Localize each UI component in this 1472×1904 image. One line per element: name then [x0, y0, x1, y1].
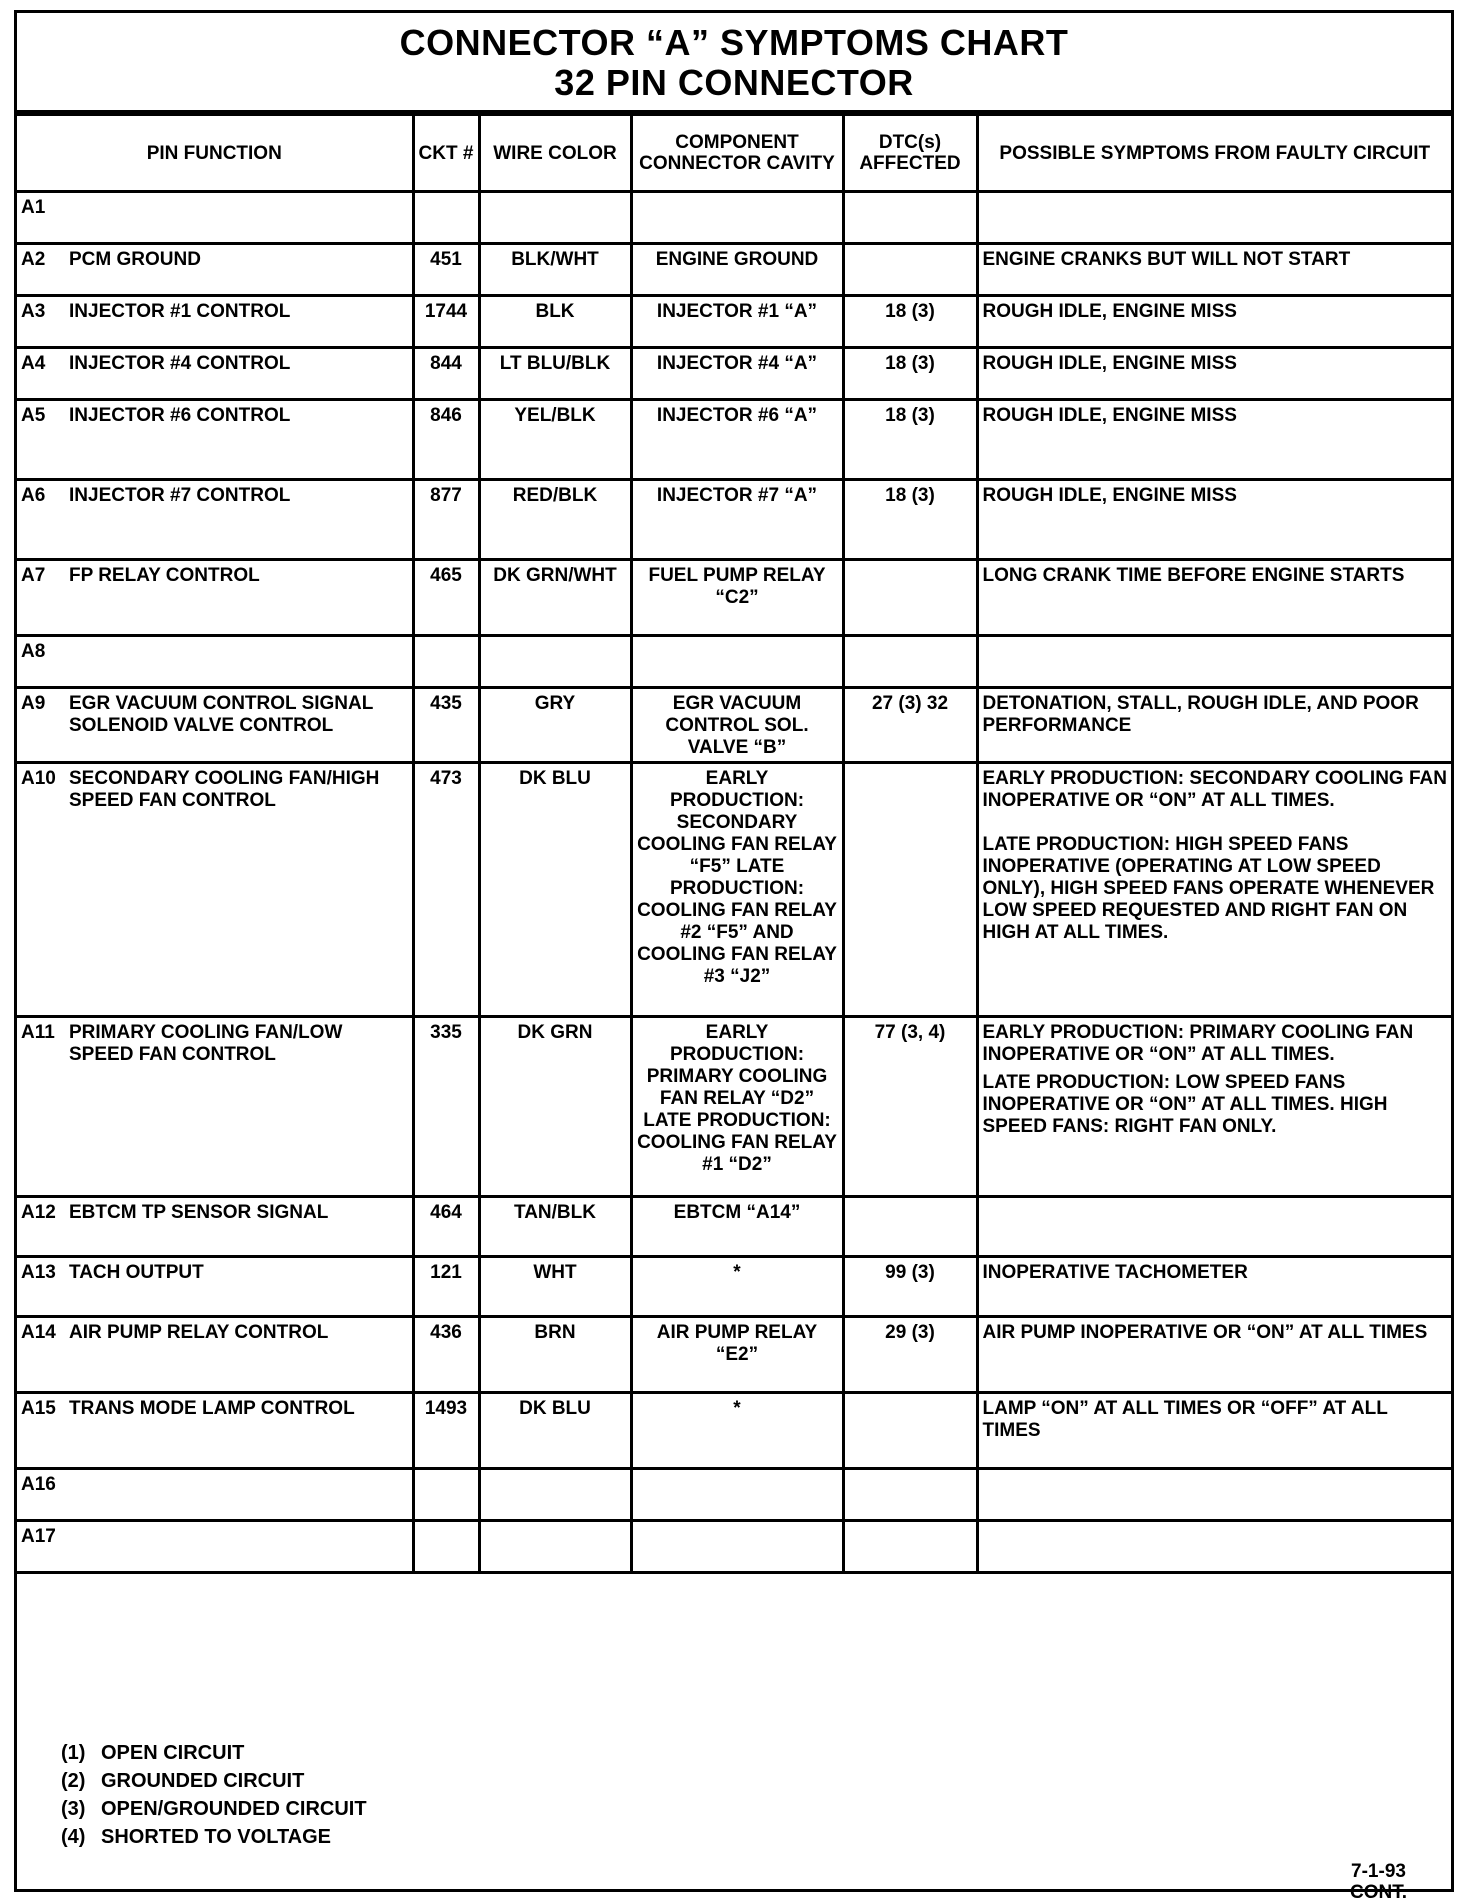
ckt-cell: 436	[413, 1317, 479, 1393]
dtc-cell	[843, 636, 977, 688]
stamp-date: 7-1-93	[1351, 1861, 1406, 1882]
header-ckt: CKT #	[413, 115, 479, 192]
pin-function: INJECTOR #6 CONTROL	[69, 405, 291, 426]
dtc-cell: 29 (3)	[843, 1317, 977, 1393]
dtc-cell: 18 (3)	[843, 348, 977, 400]
header-dtc: DTC(s) AFFECTED	[843, 115, 977, 192]
wire-color-cell: BLK/WHT	[479, 244, 631, 296]
wire-color-cell: GRY	[479, 688, 631, 763]
pin-id: A2	[21, 249, 46, 270]
dtc-cell: 18 (3)	[843, 400, 977, 480]
pin-id: A16	[21, 1474, 56, 1495]
wire-color-cell: DK GRN	[479, 1017, 631, 1197]
legend-item: (4) SHORTED TO VOLTAGE	[61, 1826, 332, 1848]
component-cell: INJECTOR #4 “A”	[631, 348, 843, 400]
component-cell: INJECTOR #7 “A”	[631, 480, 843, 560]
symptoms-cell: LONG CRANK TIME BEFORE ENGINE STARTS	[977, 560, 1451, 636]
ckt-cell: 473	[413, 763, 479, 1017]
wire-color-cell: LT BLU/BLK	[479, 348, 631, 400]
ckt-cell: 335	[413, 1017, 479, 1197]
ckt-cell	[413, 636, 479, 688]
component-cell: EARLY PRODUCTION: SECONDARY COOLING FAN RELAY “F5” LATE PRODUCTION: COOLING FAN RELAY #2 “F5” AND COOLING FAN RELAY #3 “J2”	[631, 763, 843, 1017]
component-cell: EBTCM “A14”	[631, 1197, 843, 1257]
pin-id: A14	[21, 1322, 56, 1343]
header-row	[17, 115, 1451, 192]
pin-function: INJECTOR #1 CONTROL	[69, 301, 291, 322]
symptoms-cell: ROUGH IDLE, ENGINE MISS	[977, 480, 1451, 560]
wire-color-cell	[479, 192, 631, 244]
wire-color-cell: DK BLU	[479, 1393, 631, 1469]
header-pin-function: PIN FUNCTION	[17, 115, 413, 192]
stamp-cont: CONT.	[1350, 1882, 1407, 1903]
component-cell: *	[631, 1257, 843, 1317]
table-row	[17, 348, 1451, 400]
pin-function-cell	[17, 244, 413, 296]
symptoms-cell	[977, 763, 1451, 1017]
pin-function: AIR PUMP RELAY CONTROL	[69, 1322, 329, 1343]
ckt-cell: 435	[413, 688, 479, 763]
legend-item: (3) OPEN/GROUNDED CIRCUIT	[61, 1798, 367, 1820]
date-stamp	[1350, 1861, 1407, 1903]
symptoms-cell: ROUGH IDLE, ENGINE MISS	[977, 400, 1451, 480]
title-line-2: 32 PIN CONNECTOR	[554, 62, 914, 103]
table-row	[17, 400, 1451, 480]
pin-function: FP RELAY CONTROL	[69, 565, 260, 586]
header-wire-color: WIRE COLOR	[479, 115, 631, 192]
component-cell: AIR PUMP RELAY “E2”	[631, 1317, 843, 1393]
pin-function: TACH OUTPUT	[69, 1262, 204, 1283]
dtc-cell: 18 (3)	[843, 480, 977, 560]
pin-id: A9	[21, 693, 46, 714]
symptoms-cell: ROUGH IDLE, ENGINE MISS	[977, 348, 1451, 400]
pin-function-cell	[17, 1017, 413, 1197]
symptoms-cell: DETONATION, STALL, ROUGH IDLE, AND POOR PERFORMANCE	[977, 688, 1451, 763]
wire-color-cell: WHT	[479, 1257, 631, 1317]
symptoms-table	[17, 113, 1451, 1574]
component-cell: FUEL PUMP RELAY “C2”	[631, 560, 843, 636]
wire-color-cell: DK BLU	[479, 763, 631, 1017]
pin-function	[69, 197, 408, 219]
ckt-cell: 846	[413, 400, 479, 480]
symptoms-early: EARLY PRODUCTION: SECONDARY COOLING FAN INOPERATIVE OR “ON” AT ALL TIMES.	[982, 768, 1447, 811]
pin-function: PCM GROUND	[69, 249, 201, 270]
dtc-cell	[843, 244, 977, 296]
symptoms-late: LATE PRODUCTION: HIGH SPEED FANS INOPERATIVE (OPERATING AT LOW SPEED ONLY), HIGH SPEED FANS OPERATE WHENEVER LOW SPEED REQUESTED AND RIGHT FAN ON HIGH AT ALL TIMES.	[982, 834, 1435, 943]
table-row	[17, 480, 1451, 560]
pin-function-cell	[17, 348, 413, 400]
table-row	[17, 244, 1451, 296]
symptoms-cell	[977, 1017, 1451, 1197]
ckt-cell: 1493	[413, 1393, 479, 1469]
table-row	[17, 1317, 1451, 1393]
wire-color-cell: RED/BLK	[479, 480, 631, 560]
component-cell	[631, 192, 843, 244]
table-row	[17, 688, 1451, 763]
table-row	[17, 763, 1451, 1017]
pin-function-cell	[17, 400, 413, 480]
pin-id: A5	[21, 405, 46, 426]
table-row	[17, 1257, 1451, 1317]
pin-function-cell	[17, 192, 413, 244]
pin-id: A10	[21, 768, 56, 789]
dtc-cell: 18 (3)	[843, 296, 977, 348]
pin-function-cell	[17, 1197, 413, 1257]
pin-id: A1	[21, 197, 46, 218]
table-row	[17, 192, 1451, 244]
table-row	[17, 560, 1451, 636]
dtc-cell: 27 (3) 32	[843, 688, 977, 763]
pin-function-cell	[17, 636, 413, 688]
ckt-cell: 1744	[413, 296, 479, 348]
pin-function-cell	[17, 763, 413, 1017]
legend-item: (2) GROUNDED CIRCUIT	[61, 1770, 305, 1792]
table-row	[17, 1017, 1451, 1197]
dtc-cell	[843, 763, 977, 1017]
pin-function-cell	[17, 1317, 413, 1393]
pin-function: EBTCM TP SENSOR SIGNAL	[69, 1202, 329, 1223]
symptoms-cell	[977, 636, 1451, 688]
pin-id: A8	[21, 641, 46, 662]
legend-item: (1) OPEN CIRCUIT	[61, 1742, 245, 1764]
title-line-1: CONNECTOR “A” SYMPTOMS CHART	[399, 22, 1069, 63]
pin-function-cell	[17, 1257, 413, 1317]
dtc-cell	[843, 1197, 977, 1257]
component-cell: EARLY PRODUCTION: PRIMARY COOLING FAN RELAY “D2” LATE PRODUCTION: COOLING FAN RELAY #1 “D2”	[631, 1017, 843, 1197]
pin-id: A13	[21, 1262, 56, 1283]
dtc-cell	[843, 560, 977, 636]
symptoms-cell	[977, 192, 1451, 244]
table-row	[17, 296, 1451, 348]
pin-id: A7	[21, 565, 46, 586]
wire-color-cell: BLK	[479, 296, 631, 348]
component-cell: *	[631, 1393, 843, 1469]
pin-function-cell	[17, 480, 413, 560]
pin-function: EGR VACUUM CONTROL SIGNAL SOLENOID VALVE CONTROL	[69, 693, 374, 736]
component-cell: ENGINE GROUND	[631, 244, 843, 296]
ckt-cell: 464	[413, 1197, 479, 1257]
ckt-cell	[413, 192, 479, 244]
header-symptoms: POSSIBLE SYMPTOMS FROM FAULTY CIRCUIT	[977, 115, 1451, 192]
component-cell: EGR VACUUM CONTROL SOL. VALVE “B”	[631, 688, 843, 763]
pin-id: A4	[21, 353, 46, 374]
pin-function	[69, 641, 408, 663]
pin-function: INJECTOR #4 CONTROL	[69, 353, 291, 374]
dtc-cell	[843, 192, 977, 244]
symptoms-late: LATE PRODUCTION: LOW SPEED FANS INOPERATIVE OR “ON” AT ALL TIMES. HIGH SPEED FANS: RIGHT FAN ONLY.	[982, 1072, 1388, 1137]
dtc-cell	[843, 1393, 977, 1469]
pin-function-cell	[17, 296, 413, 348]
symptoms-early: EARLY PRODUCTION: PRIMARY COOLING FAN INOPERATIVE OR “ON” AT ALL TIMES.	[982, 1022, 1414, 1065]
table-row	[17, 1393, 1451, 1469]
component-cell: INJECTOR #6 “A”	[631, 400, 843, 480]
symptoms-cell: ROUGH IDLE, ENGINE MISS	[977, 296, 1451, 348]
ckt-cell: 451	[413, 244, 479, 296]
component-cell	[631, 636, 843, 688]
wire-color-cell: BRN	[479, 1317, 631, 1393]
pin-function-cell	[17, 1393, 413, 1469]
symptoms-cell	[977, 1197, 1451, 1257]
chart-frame	[14, 10, 1454, 1903]
symptoms-cell: ENGINE CRANKS BUT WILL NOT START	[977, 244, 1451, 296]
dtc-cell: 99 (3)	[843, 1257, 977, 1317]
table-row	[17, 636, 1451, 688]
wire-color-cell: DK GRN/WHT	[479, 560, 631, 636]
ckt-cell: 465	[413, 560, 479, 636]
component-cell: INJECTOR #1 “A”	[631, 296, 843, 348]
ckt-cell: 844	[413, 348, 479, 400]
pin-function-cell	[17, 688, 413, 763]
pin-function: PRIMARY COOLING FAN/LOW SPEED FAN CONTROL	[69, 1022, 343, 1065]
symptoms-cell: INOPERATIVE TACHOMETER	[977, 1257, 1451, 1317]
pin-function: SECONDARY COOLING FAN/HIGH SPEED FAN CONTROL	[69, 768, 380, 811]
wire-color-cell: TAN/BLK	[479, 1197, 631, 1257]
pin-function: TRANS MODE LAMP CONTROL	[69, 1398, 355, 1419]
chart-title	[17, 13, 1451, 113]
header-component: COMPONENT CONNECTOR CAVITY	[631, 115, 843, 192]
dtc-cell: 77 (3, 4)	[843, 1017, 977, 1197]
pin-id: A6	[21, 485, 46, 506]
footer-area	[17, 1483, 1451, 1903]
pin-function-cell	[17, 560, 413, 636]
wire-color-cell: YEL/BLK	[479, 400, 631, 480]
ckt-cell: 121	[413, 1257, 479, 1317]
pin-id: A15	[21, 1398, 56, 1419]
pin-id: A12	[21, 1202, 56, 1223]
pin-id: A11	[21, 1022, 55, 1043]
symptoms-cell: AIR PUMP INOPERATIVE OR “ON” AT ALL TIMES	[977, 1317, 1451, 1393]
legend	[61, 1739, 367, 1851]
table-row	[17, 1197, 1451, 1257]
wire-color-cell	[479, 636, 631, 688]
symptoms-cell: LAMP “ON” AT ALL TIMES OR “OFF” AT ALL TIMES	[977, 1393, 1451, 1469]
pin-function: INJECTOR #7 CONTROL	[69, 485, 291, 506]
pin-id: A3	[21, 301, 46, 322]
pin-id: A17	[21, 1526, 56, 1547]
ckt-cell: 877	[413, 480, 479, 560]
